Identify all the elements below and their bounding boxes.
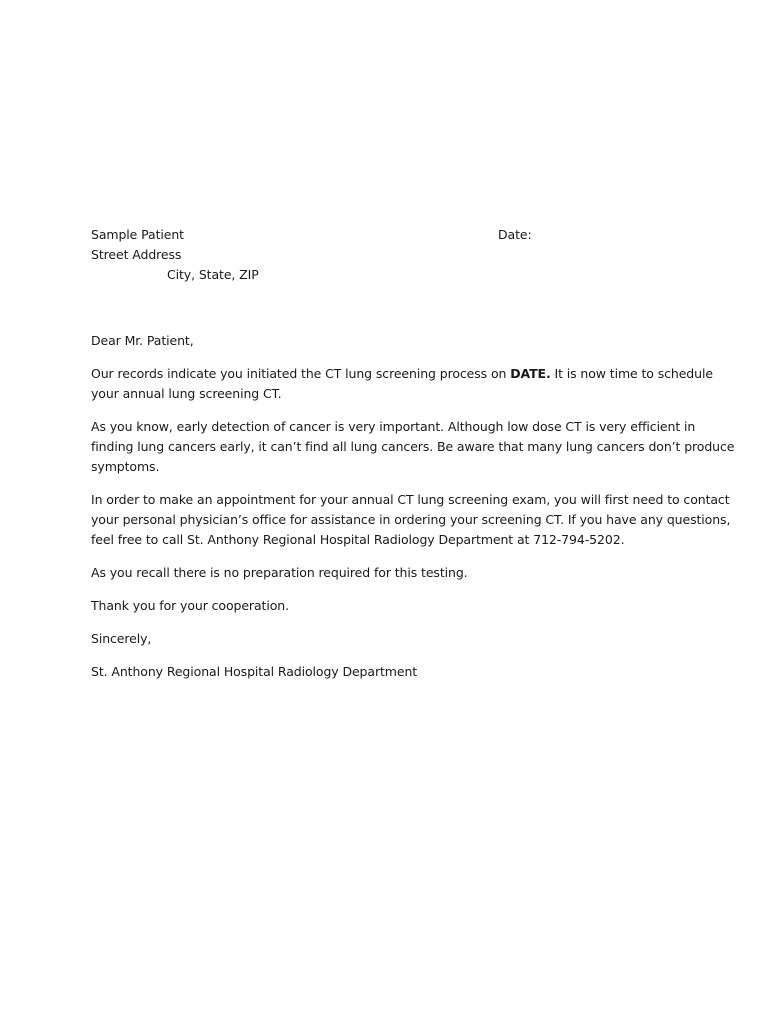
paragraph-line [91, 364, 713, 384]
signature: St. Anthony Regional Hospital Radiology Department [91, 664, 418, 679]
paragraph-line: As you know, early detection of cancer is very important. Although low dose CT is very efficient in [91, 419, 696, 434]
date-label: Date: [498, 227, 532, 242]
paragraph-early-detection [91, 417, 735, 477]
address-header [91, 225, 681, 245]
paragraph-line: feel free to call St. Anthony Regional Hospital Radiology Department at 712-794-5202. [91, 532, 625, 547]
city-state-zip: City, State, ZIP [167, 267, 259, 282]
paragraph-preparation: As you recall there is no preparation required for this testing. [91, 565, 468, 580]
paragraph-line: your personal physician’s office for assistance in ordering your screening CT. If you have any questions, [91, 512, 731, 527]
paragraph-line: your annual lung screening CT. [91, 386, 282, 401]
paragraph-appointment [91, 490, 731, 550]
date-placeholder: DATE. [510, 366, 551, 381]
salutation: Dear Mr. Patient, [91, 333, 194, 348]
closing: Sincerely, [91, 631, 152, 646]
paragraph-thanks: Thank you for your cooperation. [91, 598, 289, 613]
recipient-name: Sample Patient [91, 227, 184, 242]
paragraph-text: It is now time to schedule [550, 366, 713, 381]
paragraph-text: Our records indicate you initiated the CT lung screening process on [91, 366, 511, 381]
paragraph-line: In order to make an appointment for your annual CT lung screening exam, you will first need to contact [91, 492, 730, 507]
letter-body [91, 225, 735, 682]
paragraph-screening-date [91, 364, 713, 404]
street-address: Street Address [91, 247, 182, 262]
paragraph-line: finding lung cancers early, it can’t find all lung cancers. Be aware that many lung cancers don’t produce [91, 439, 735, 454]
paragraph-line: symptoms. [91, 459, 160, 474]
